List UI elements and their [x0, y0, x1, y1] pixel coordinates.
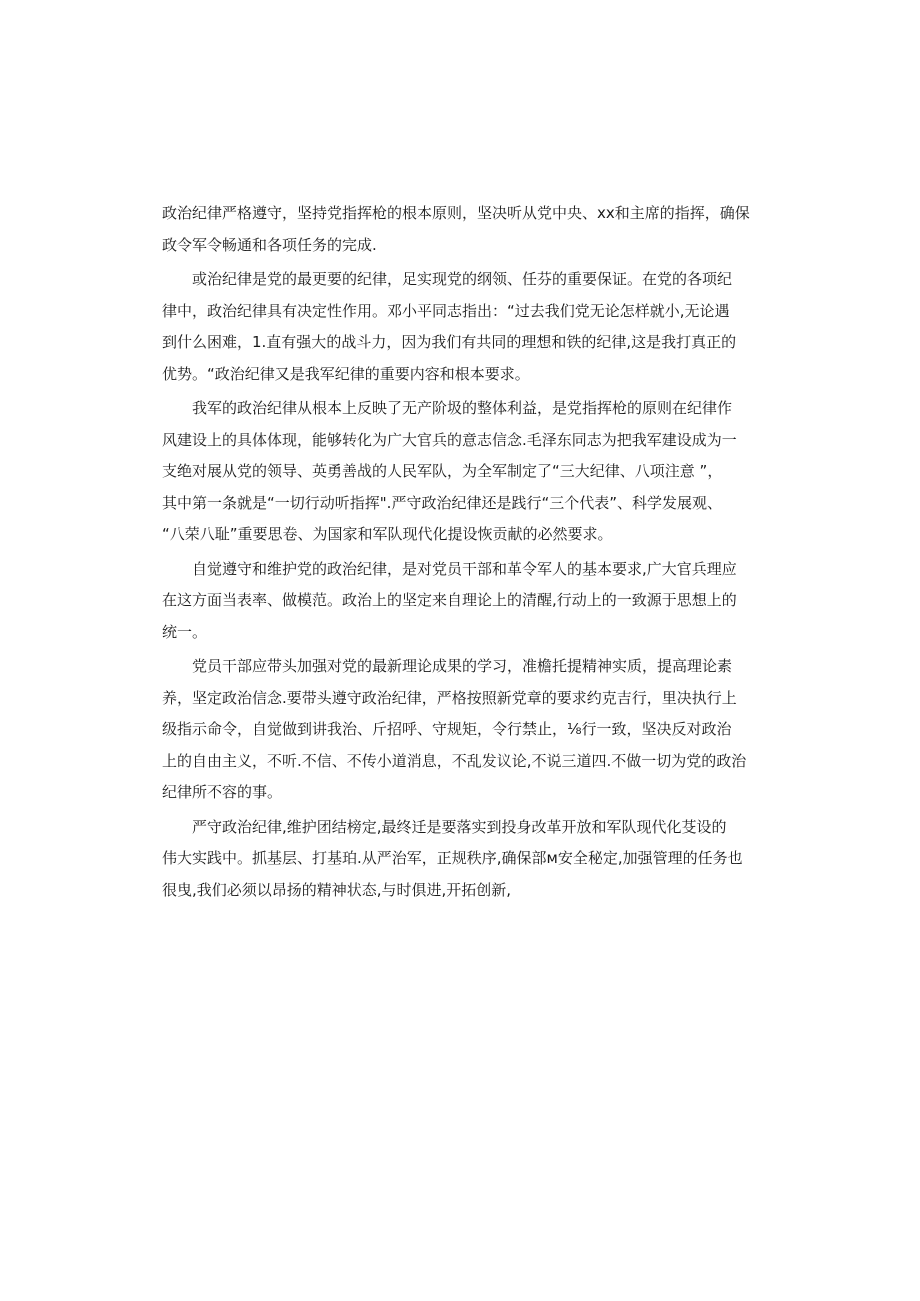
text-line: 很曳,我们必须以昂扬的精神状态,与时俱进,开拓创新, — [162, 880, 512, 899]
text-line: 伟大实践中。抓基层、打基珀.从严治军，正规秩序,确保部м安全秘定,加强管理的任务也 — [162, 849, 743, 867]
paragraph-1 — [162, 198, 758, 261]
text-line: 我军的政治纪律从根本上反映了无产阶圾的整体利益，是党指挥枪的原则在纪律作 — [192, 399, 733, 417]
text-line: 自觉遵守和维护党的政治纪律，是对党员干部和革令军人的基本要求,广大官兵理应 — [192, 559, 737, 578]
text-line: 到什么困难，1.直有强大的战斗力，因为我们有共同的理想和铁的纪律,这是我打真正的 — [162, 333, 737, 351]
text-line: 纪律所不容的事。 — [162, 783, 283, 801]
text-line: 统一。 — [162, 622, 208, 641]
text-line: 优势。“政治纪律又是我军纪律的重要内容和根本要求。 — [162, 364, 530, 383]
text-line: 上的自由主义，不听.不信、不传小道消息，不乱发议论,不说三道四.不做一切为党的政治 — [162, 751, 747, 770]
paragraph-3 — [162, 393, 758, 551]
text-line: 政令军令畅通和各项任务的完成. — [162, 235, 377, 254]
text-line: 风建设上的具体体现，能够转化为广大官兵的意志信念.毛泽东同志为把我军建设成为一 — [162, 430, 737, 449]
text-line: 或治纪律是党的最更要的纪律，足实现党的纲领、任芬的重要保证。在党的各项纪 — [192, 270, 733, 288]
text-line: 支绝对展从党的领导、英勇善战的人民军队，为全军制定了“三大纪律、八项注意 ”， — [162, 462, 723, 480]
paragraph-6 — [162, 812, 758, 907]
text-line: 政治纪律严格遵守，坚持党指挥枪的根本原则，坚决听从党中央、xx和主席的指挥，确保 — [162, 204, 750, 222]
paragraph-4 — [162, 554, 758, 649]
text-line: 严守政治纪律,维护团结榜定,最终迁是要落实到投身改革开放和军队现代化芟设的 — [192, 817, 727, 836]
text-line: 养，坚定政治信念.要带头遵守政治纪律，严格按照新党章的要求约克吉行，里决执行上 — [162, 688, 737, 707]
text-line: 级指示命令，自觉做到讲我治、斤招呼、守规矩，令行禁止，⅛行一致，坚决反对政治 — [162, 720, 732, 738]
document-body — [162, 198, 758, 909]
paragraph-5 — [162, 651, 758, 809]
text-line: 党员干部应带头加强对党的最新理论成果的学习，准檐托提精神实质，提高理论素 — [192, 657, 733, 675]
text-line: 其中第一条就是“一切行动听指挥".严守政治纪律还是践行“三个代表”、科学发展观、 — [162, 493, 722, 512]
text-line: “八荣八耻”重要思卷、为国家和军队现代化提设恢贡献的必然要求。 — [162, 525, 613, 543]
text-line: 律中，政治纪律具有决定性作用。邓小平同志指出：“过去我们党无论怎样就小,无论遇 — [162, 301, 730, 320]
text-line: 在这方面当表率、做模范。政治上的坚定来自理论上的清醒,行动上的一致源于思想上的 — [162, 591, 737, 609]
paragraph-2 — [162, 264, 758, 390]
